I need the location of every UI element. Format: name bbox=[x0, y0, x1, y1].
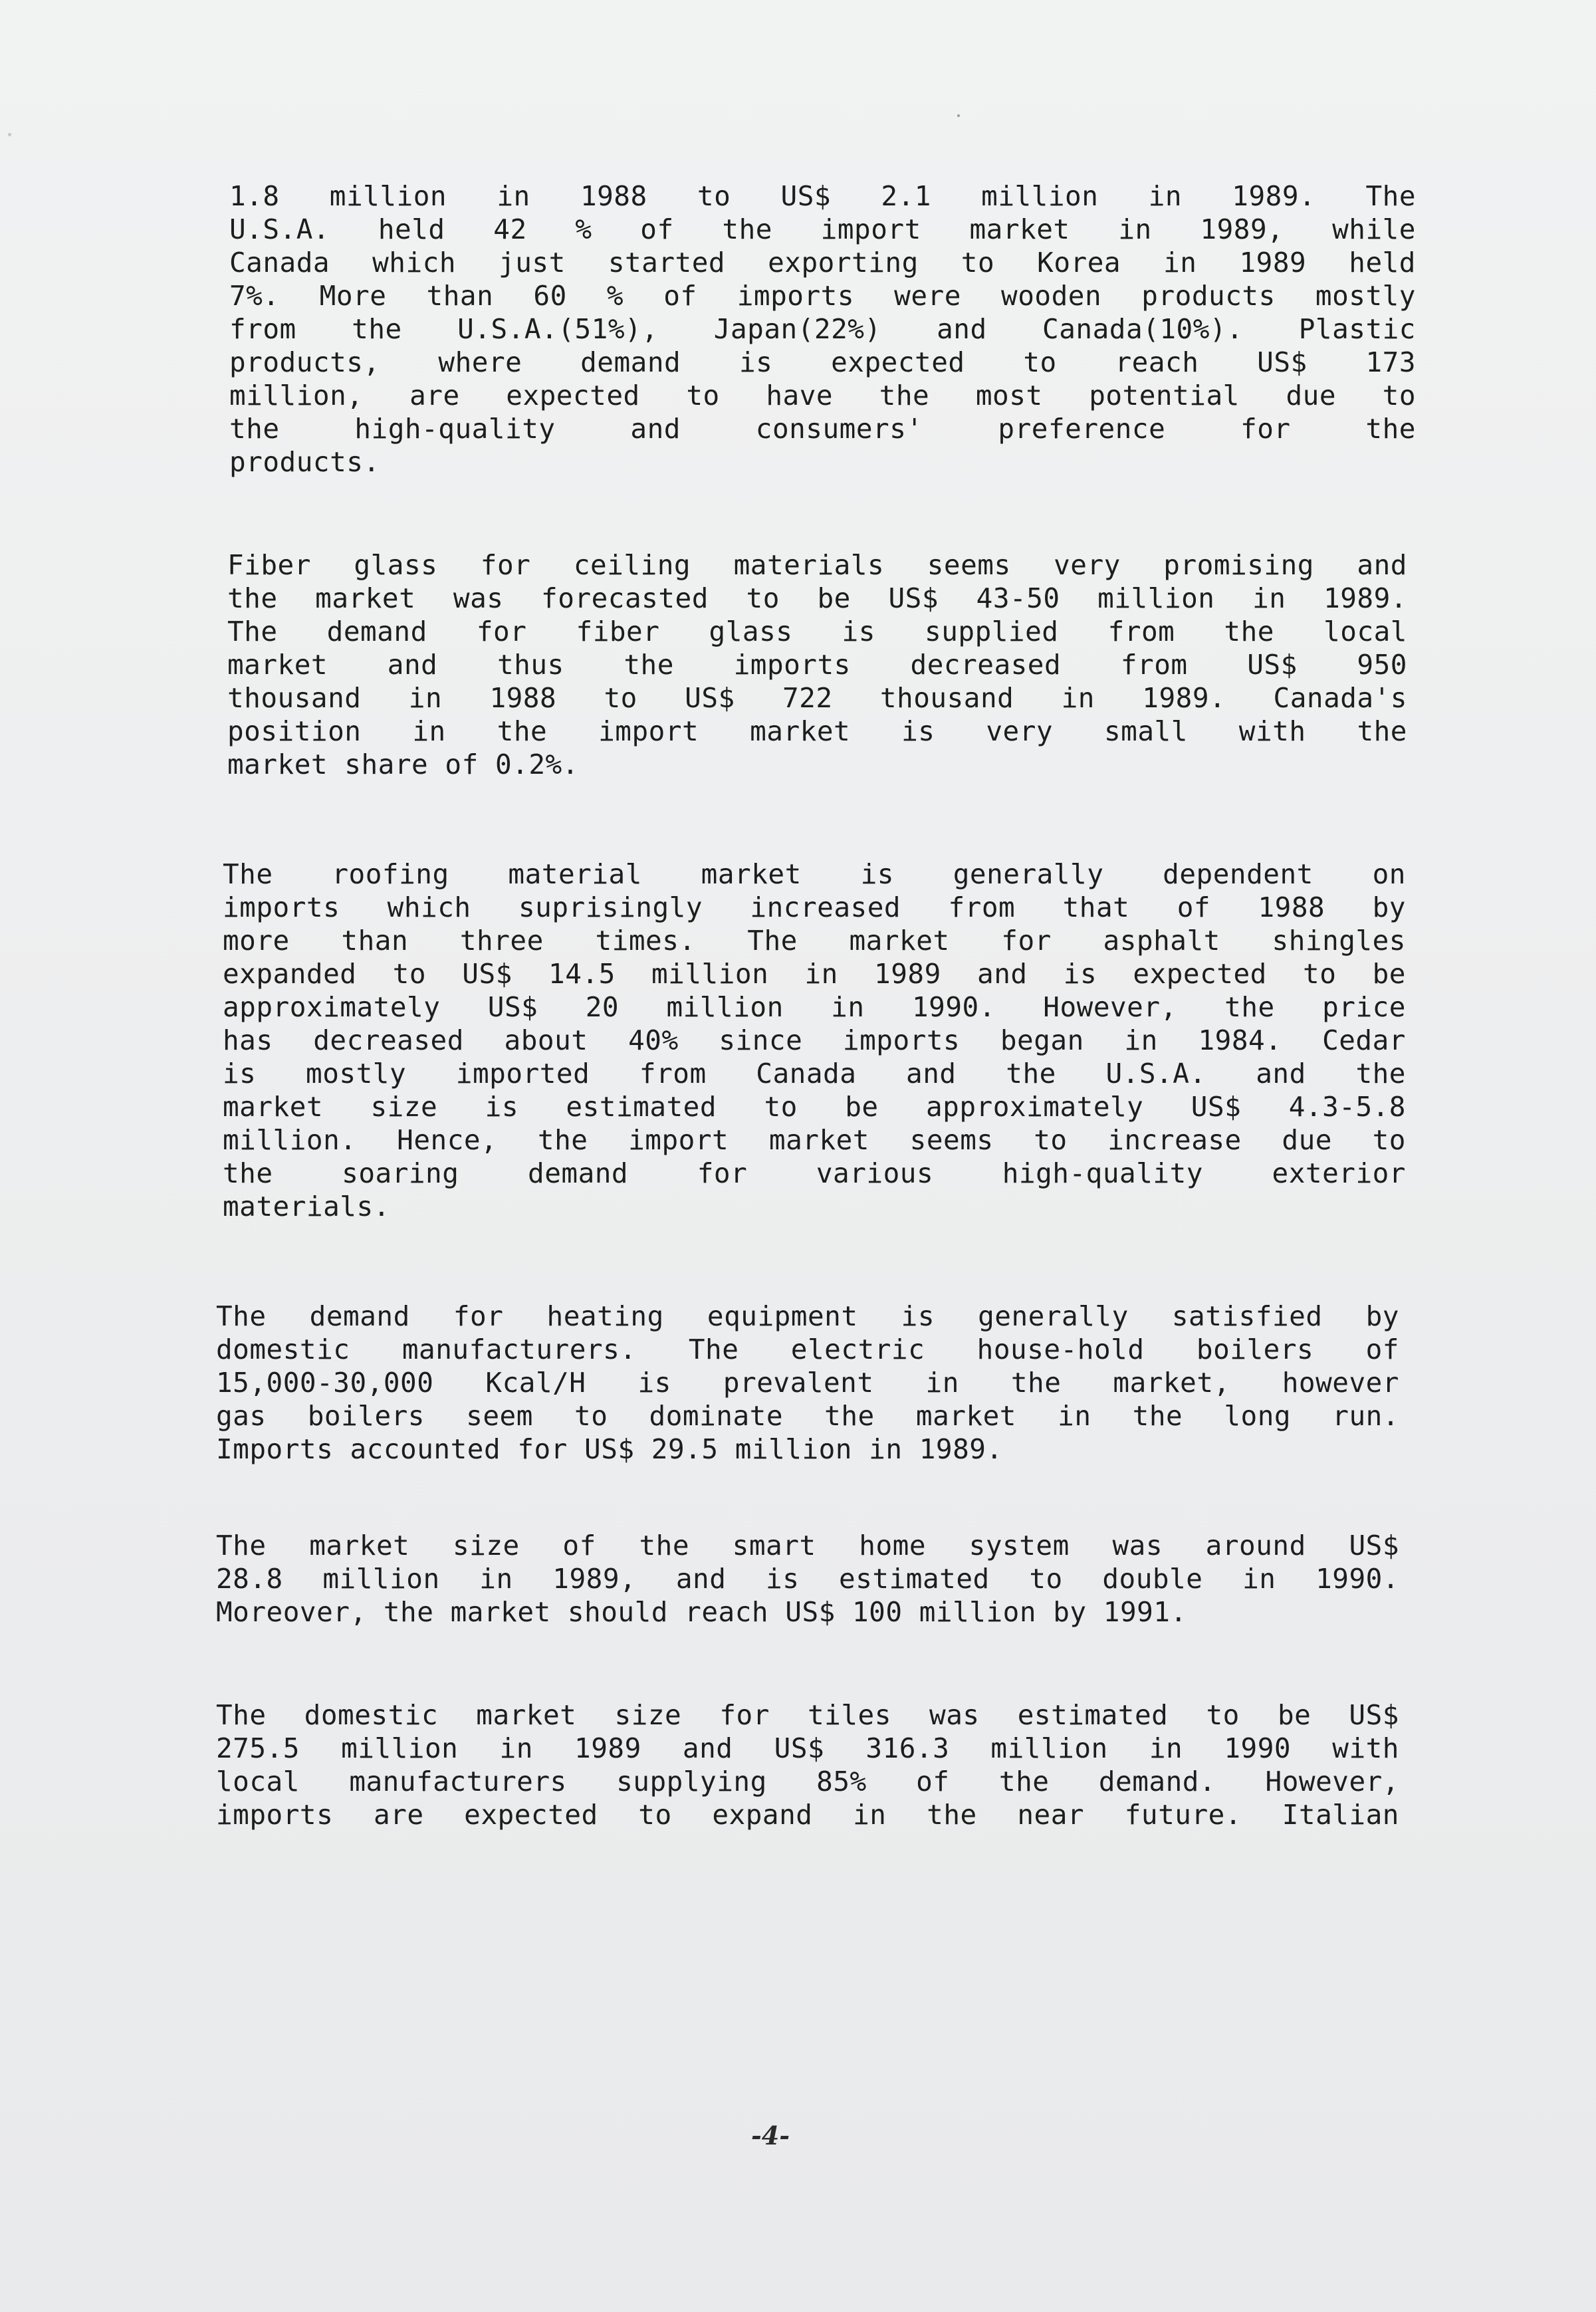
text-line: position in the import market is very small with the bbox=[227, 715, 1407, 747]
text-line: the market was forecasted to be US$ 43-50 million in 1989. bbox=[227, 582, 1407, 614]
paper-speck bbox=[8, 133, 11, 136]
page-number: -4- bbox=[751, 2121, 790, 2150]
text-line: from the U.S.A.(51%), Japan(22%) and Canada(10%). Plastic bbox=[229, 313, 1416, 345]
text-line: the soaring demand for various high-quality exterior bbox=[223, 1157, 1406, 1189]
text-line: more than three times. The market for asphalt shingles bbox=[223, 925, 1406, 957]
text-line: The roofing material market is generally dependent on bbox=[223, 858, 1406, 890]
text-line: The market size of the smart home system was around US$ bbox=[216, 1530, 1399, 1561]
paragraph-fiber-glass bbox=[227, 548, 1407, 781]
text-line-last: products. bbox=[229, 446, 380, 478]
paragraph-tiles bbox=[216, 1698, 1399, 1831]
text-line-last: Moreover, the market should reach US$ 100 million by 1991. bbox=[216, 1596, 1187, 1628]
text-line: imports which suprisingly increased from that of 1988 by bbox=[223, 891, 1406, 923]
text-line: 15,000-30,000 Kcal/H is prevalent in the market, however bbox=[216, 1367, 1399, 1399]
text-line: 1.8 million in 1988 to US$ 2.1 million in 1989. The bbox=[229, 180, 1416, 212]
text-line: local manufacturers supplying 85% of the demand. However, bbox=[216, 1766, 1399, 1797]
text-line-last: market share of 0.2%. bbox=[227, 749, 579, 780]
paragraph-smart-home-system bbox=[216, 1529, 1399, 1629]
text-line: domestic manufacturers. The electric house-hold boilers of bbox=[216, 1333, 1399, 1365]
text-line: U.S.A. held 42 % of the import market in 1989, while bbox=[229, 213, 1416, 245]
text-line: million. Hence, the import market seems to increase due to bbox=[223, 1124, 1406, 1156]
text-line: 28.8 million in 1989, and is estimated to double in 1990. bbox=[216, 1563, 1399, 1595]
text-line-last: materials. bbox=[223, 1191, 390, 1222]
text-line: million, are expected to have the most potential due to bbox=[229, 380, 1416, 411]
text-line: products, where demand is expected to reach US$ 173 bbox=[229, 346, 1416, 378]
paragraph-wood-plastic-imports bbox=[229, 179, 1416, 479]
text-line: The demand for fiber glass is supplied from the local bbox=[227, 616, 1407, 647]
text-line: is mostly imported from Canada and the U.S.A. and the bbox=[223, 1058, 1406, 1090]
text-line: thousand in 1988 to US$ 722 thousand in 1989. Canada's bbox=[227, 682, 1407, 714]
text-line: market and thus the imports decreased from US$ 950 bbox=[227, 649, 1407, 681]
text-line: the high-quality and consumers' preference for the bbox=[229, 413, 1416, 445]
text-line: Canada which just started exporting to Korea in 1989 held bbox=[229, 247, 1416, 279]
text-line: The domestic market size for tiles was estimated to be US$ bbox=[216, 1699, 1399, 1731]
text-line: imports are expected to expand in the near future. Italian bbox=[216, 1799, 1399, 1831]
text-line: 7%. More than 60 % of imports were wooden products mostly bbox=[229, 280, 1416, 312]
text-line: Fiber glass for ceiling materials seems very promising and bbox=[227, 549, 1407, 581]
paragraph-roofing-material bbox=[223, 858, 1406, 1223]
text-line: gas boilers seem to dominate the market in the long run. bbox=[216, 1400, 1399, 1432]
text-line: The demand for heating equipment is generally satisfied by bbox=[216, 1300, 1399, 1332]
text-line: approximately US$ 20 million in 1990. However, the price bbox=[223, 991, 1406, 1023]
text-line: 275.5 million in 1989 and US$ 316.3 million in 1990 with bbox=[216, 1732, 1399, 1764]
text-line: has decreased about 40% since imports began in 1984. Cedar bbox=[223, 1024, 1406, 1056]
text-line: expanded to US$ 14.5 million in 1989 and is expected to be bbox=[223, 958, 1406, 990]
paragraph-heating-equipment bbox=[216, 1300, 1399, 1466]
text-line: market size is estimated to be approximately US$ 4.3-5.8 bbox=[223, 1091, 1406, 1123]
paper-speck bbox=[957, 114, 960, 117]
text-line-last: Imports accounted for US$ 29.5 million in 1989. bbox=[216, 1433, 1003, 1465]
